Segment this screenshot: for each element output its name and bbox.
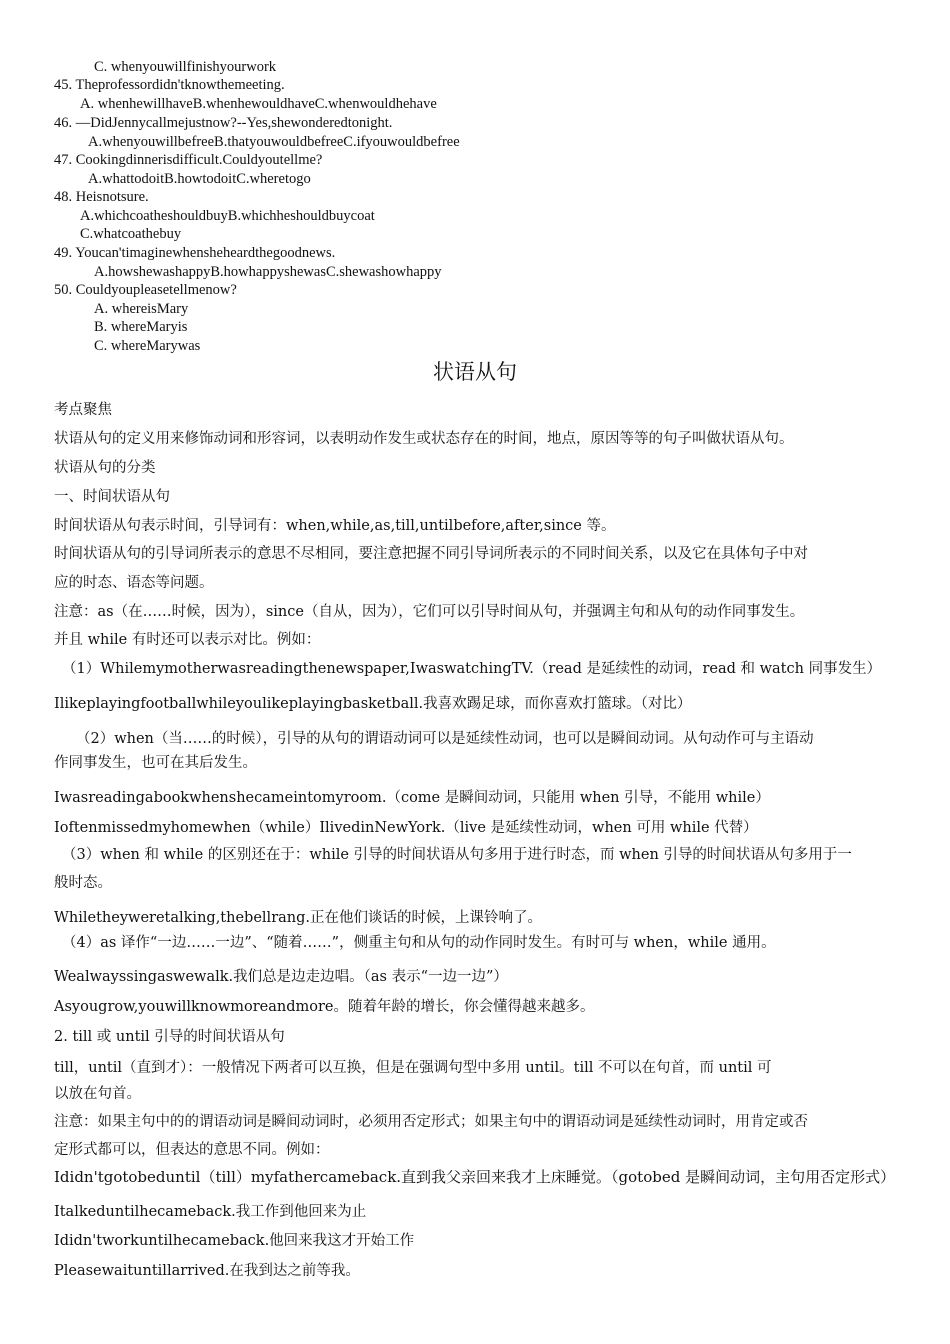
question-50-option-b: B. whereMaryis xyxy=(94,319,188,335)
question-49: 49. Youcan'timaginewhensheheardthegoodnews. xyxy=(54,245,336,261)
question-48: 48. Heisnotsure. xyxy=(54,189,149,205)
question-45-options: A. whenhewillhaveB.whenhewouldhaveC.whenwouldhehave xyxy=(80,96,437,112)
question-48-options-line1: A.whichcoatheshouldbuyB.whichheshouldbuycoat xyxy=(80,208,375,224)
question-50: 50. Couldyoupleasetellmenow? xyxy=(54,282,237,298)
point-3-line1: （3）when 和 while 的区别还在于：while 引导的时间状语从句多用于进行时态，而 when 引导的时间状语从句多用于一 xyxy=(62,847,852,863)
question-46: 46. —DidJennycallmejustnow?--Yes,shewonderedtonight. xyxy=(54,115,393,131)
note-negation-line2: 定形式都可以，但表达的意思不同。例如： xyxy=(54,1142,330,1158)
example-2b: Ioftenmissedmyhomewhen（while）IlivedinNewYork.（live 是延续性动词，when 可用 while 代替） xyxy=(54,820,758,836)
note-as-since-line1: 注意：as（在……时候，因为），since（自从，因为），它们可以引导时间从句，并强调主句和从句的动作同事发生。 xyxy=(54,604,805,620)
example-until-2: Italkeduntilhecameback.我工作到他回来为止 xyxy=(54,1204,367,1220)
example-until-4: Pleasewaituntillarrived.在我到达之前等我。 xyxy=(54,1263,360,1279)
question-50-option-a: A. whereisMary xyxy=(94,301,189,317)
heading-time-clause: 一、时间状语从句 xyxy=(54,489,170,505)
question-50-option-c: C. whereMarywas xyxy=(94,338,201,354)
paragraph-till-until-line1: till，until（直到才）：一般情况下两者可以互换，但是在强调句型中多用 until。till 不可以在句首，而 until 可 xyxy=(54,1060,772,1076)
heading-focus: 考点聚焦 xyxy=(54,402,112,418)
heading-till-until: 2. till 或 until 引导的时间状语从句 xyxy=(54,1029,285,1045)
paragraph-meaning-line2: 应的时态、语态等问题。 xyxy=(54,575,214,591)
example-until-1: Ididn'tgotobeduntil（till）myfathercameback.直到我父亲回来我才上床睡觉。（gotobed 是瞬间动词，主句用否定形式） xyxy=(54,1168,896,1186)
example-1-contrast: Ilikeplayingfootballwhileyoulikeplayingbasketball.我喜欢踢足球，而你喜欢打篮球。（对比） xyxy=(54,696,692,712)
note-as-since-line2: 并且 while 有时还可以表示对比。例如： xyxy=(54,632,321,648)
question-49-options: A.howshewashappyB.howhappyshewasC.shewashowhappy xyxy=(94,264,442,280)
paragraph-conjunctions: 时间状语从句表示时间，引导词有：when,while,as,till,untilbefore,after,since 等。 xyxy=(54,518,616,534)
note-negation-line1: 注意：如果主句中的的谓语动词是瞬间动词时，必须用否定形式；如果主句中的谓语动词是延续性动词时，用肯定或否 xyxy=(54,1114,808,1130)
example-3: Whiletheyweretalking,thebellrang.正在他们谈话的时候，上课铃响了。 xyxy=(54,910,542,926)
paragraph-definition: 状语从句的定义用来修饰动词和形容词，以表明动作发生或状态存在的时间，地点，原因等等的句子叫做状语从句。 xyxy=(54,431,794,447)
point-4: （4）as 译作“一边……一边”、“随着……”，侧重主句和从句的动作同时发生。有时可与 when，while 通用。 xyxy=(62,935,776,951)
q44-option-c: C. whenyouwillfinishyourwork xyxy=(94,59,277,75)
paragraph-meaning-line1: 时间状语从句的引导词所表示的意思不尽相同，要注意把握不同引导词所表示的不同时间关系，以及它在具体句子中对 xyxy=(54,546,808,562)
example-4b: Asyougrow,youwillknowmoreandmore。随着年龄的增长，你会懂得越来越多。 xyxy=(54,999,595,1015)
example-4a: Wealwayssingaswewalk.我们总是边走边唱。（as 表示“一边一边”） xyxy=(54,969,508,985)
example-2a: Iwasreadingabookwhenshecameintomyroom.（come 是瞬间动词，只能用 when 引导，不能用 while） xyxy=(54,790,770,806)
question-47-options: A.whattodoitB.howtodoitC.wheretogo xyxy=(88,171,311,187)
point-2-line1: （2）when（当……的时候），引导的从句的谓语动词可以是延续性动词，也可以是瞬间动词。从句动作可与主语动 xyxy=(76,731,814,747)
paragraph-till-until-line2: 以放在句首。 xyxy=(54,1086,141,1102)
point-3-line2: 般时态。 xyxy=(54,875,112,891)
question-47: 47. Cookingdinnerisdifficult.Couldyoutellme? xyxy=(54,152,323,168)
example-until-3: Ididn'tworkuntilhecameback.他回来我这才开始工作 xyxy=(54,1233,415,1249)
question-48-options-line2: C.whatcoathebuy xyxy=(80,226,182,242)
question-46-options: A.whenyouwillbefreeB.thatyouwouldbefreeC.ifyouwouldbefree xyxy=(88,134,460,150)
example-1: （1）Whilemymotherwasreadingthenewspaper,IwaswatchingTV.（read 是延续性的动词，read 和 watch 同事发生） xyxy=(62,661,882,677)
heading-classification: 状语从句的分类 xyxy=(54,460,156,476)
point-2-line2: 作同事发生，也可在其后发生。 xyxy=(54,755,257,771)
question-45: 45. Theprofessordidn'tknowthemeeting. xyxy=(54,77,285,93)
section-title: 状语从句 xyxy=(433,360,517,384)
